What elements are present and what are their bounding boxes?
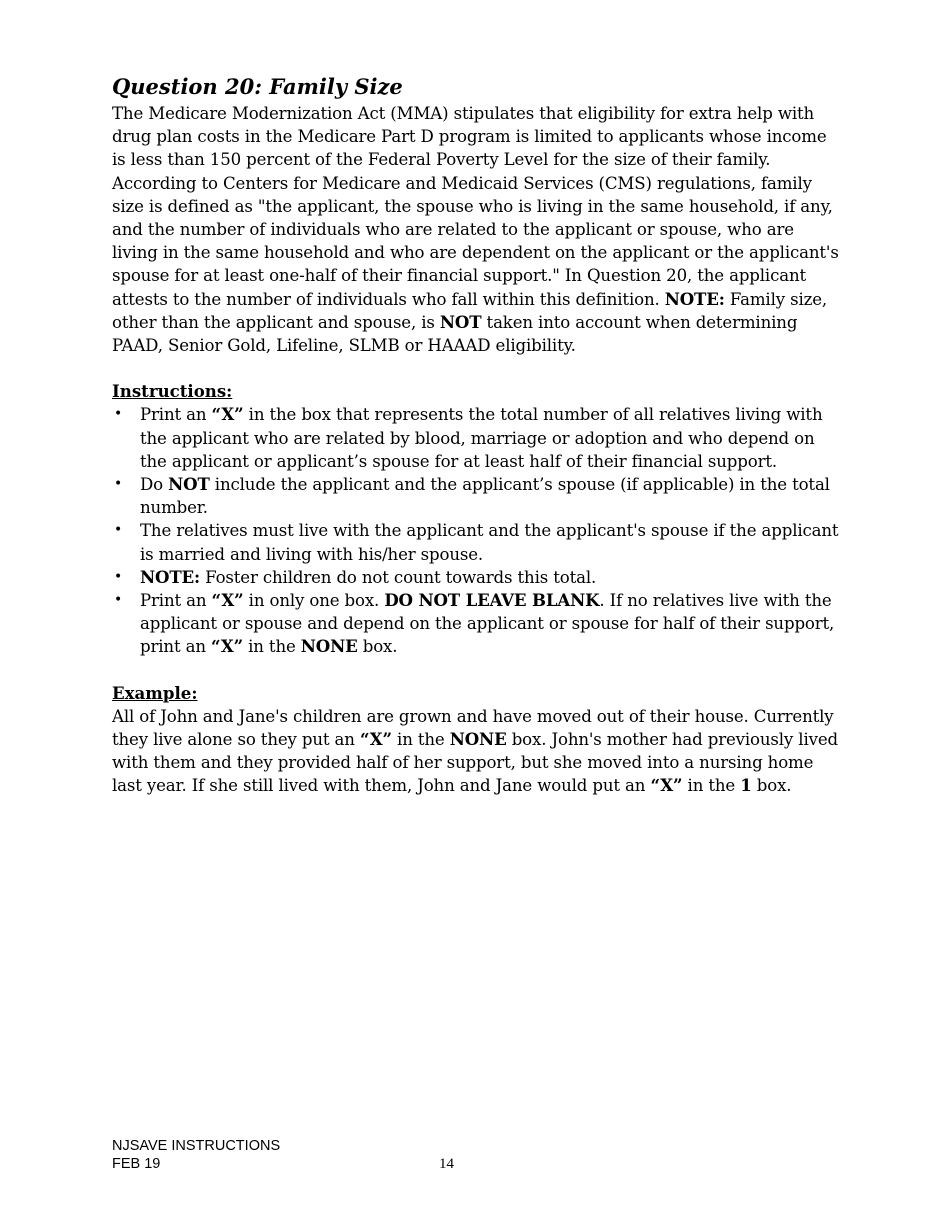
bullet5-text-d: in the	[242, 637, 301, 657]
bullet5-text-c: . If no relatives live with the applicant or spouse and depend on the applicant or spouse for half of their support, print an	[140, 591, 835, 657]
list-item	[112, 589, 840, 659]
list-item	[112, 403, 840, 473]
bullet-icon: •	[114, 568, 123, 585]
bullet4-note: NOTE:	[140, 566, 200, 587]
example-text-d: in the	[682, 776, 741, 796]
bullet5-x: “X”	[211, 590, 244, 611]
list-item	[112, 519, 840, 565]
bullet3-text: The relatives must live with the applicant and the applicant's spouse if the applicant is married and living with his/her spouse.	[140, 521, 839, 564]
spacer	[112, 357, 840, 380]
example-x: “X”	[359, 729, 392, 750]
example-one: 1	[740, 775, 752, 796]
example-heading: Example:	[112, 682, 198, 703]
document-page	[112, 72, 840, 798]
footer-left	[112, 1137, 280, 1173]
bullet5-text-e: box.	[357, 637, 398, 657]
bullet-icon: •	[114, 592, 123, 609]
bullet-icon: •	[114, 406, 123, 423]
bullet1-text-b: in the box that represents the total number of all relatives living with the applicant who are related by blood, marriage or adoption and who depend on the applicant or applicant’s spouse for at least half of their financial support.	[140, 405, 823, 471]
example-text-b: in the	[391, 730, 450, 750]
footer-date: FEB 19	[112, 1156, 161, 1172]
example-paragraph	[112, 705, 840, 798]
bullet5-none: NONE	[300, 636, 358, 657]
bullet-icon: •	[114, 476, 123, 493]
bullet5-x2: “X”	[211, 636, 243, 657]
bullet5-do-not-leave-blank: DO NOT LEAVE BLANK	[384, 590, 600, 611]
example-text-e: box.	[751, 776, 792, 796]
intro-paragraph	[112, 102, 840, 357]
list-item	[112, 473, 840, 519]
spacer	[112, 659, 840, 682]
instructions-list	[112, 403, 840, 658]
intro-note-label: NOTE:	[664, 288, 725, 309]
intro-text-1: The Medicare Modernization Act (MMA) stipulates that eligibility for extra help with drug plan costs in the Medicare Part D program is limited to applicants whose income is less than 150 percent of the Federal Poverty Level for the size of their family. According to Centers for Medicare and Medicaid Services (CMS) regulations, family size is defined as "the applicant, the spouse who is living in the same household, if any, and the number of individuals who are related to the applicant or spouse, who are living in the same household and who are dependent on the applicant or the applicant's spouse for at least one-half of their financial support." In Question 20, the applicant attests to the number of individuals who fall within this definition.	[112, 104, 839, 309]
bullet2-not: NOT	[168, 474, 210, 495]
example-text-c: box. John's mother had previously lived with them and they provided half of her support, but she moved into a nursing home last year. If she still lived with them, John and Jane would put an	[112, 730, 838, 796]
bullet2-text-b: include the applicant and the applicant’s spouse (if applicable) in the total number.	[140, 475, 830, 518]
instructions-heading: Instructions:	[112, 381, 233, 402]
list-item	[112, 566, 840, 589]
bullet2-text-a: Do	[140, 475, 169, 495]
intro-text-2: Family size, other than the applicant and spouse, is	[112, 289, 827, 332]
bullet5-text-b: in only one box.	[243, 591, 385, 611]
example-none: NONE	[449, 729, 507, 750]
bullet1-text-a: Print an	[140, 405, 212, 425]
page-number: 14	[439, 1156, 454, 1172]
page-title: Question 20: Family Size	[112, 74, 403, 99]
intro-text-3: taken into account when determining PAAD, Senior Gold, Lifeline, SLMB or HAAAD eligibility.	[112, 312, 798, 356]
bullet-icon: •	[114, 522, 123, 539]
example-text-a: All of John and Jane's children are grown and have moved out of their house. Currently they live alone so they put an	[112, 706, 834, 750]
intro-not: NOT	[439, 311, 482, 332]
footer-doc-title: NJSAVE INSTRUCTIONS	[112, 1138, 281, 1154]
bullet1-x: “X”	[211, 404, 244, 425]
bullet4-text: Foster children do not count towards this total.	[200, 567, 597, 587]
example-x2: “X”	[650, 775, 683, 796]
bullet5-text-a: Print an	[140, 591, 212, 611]
